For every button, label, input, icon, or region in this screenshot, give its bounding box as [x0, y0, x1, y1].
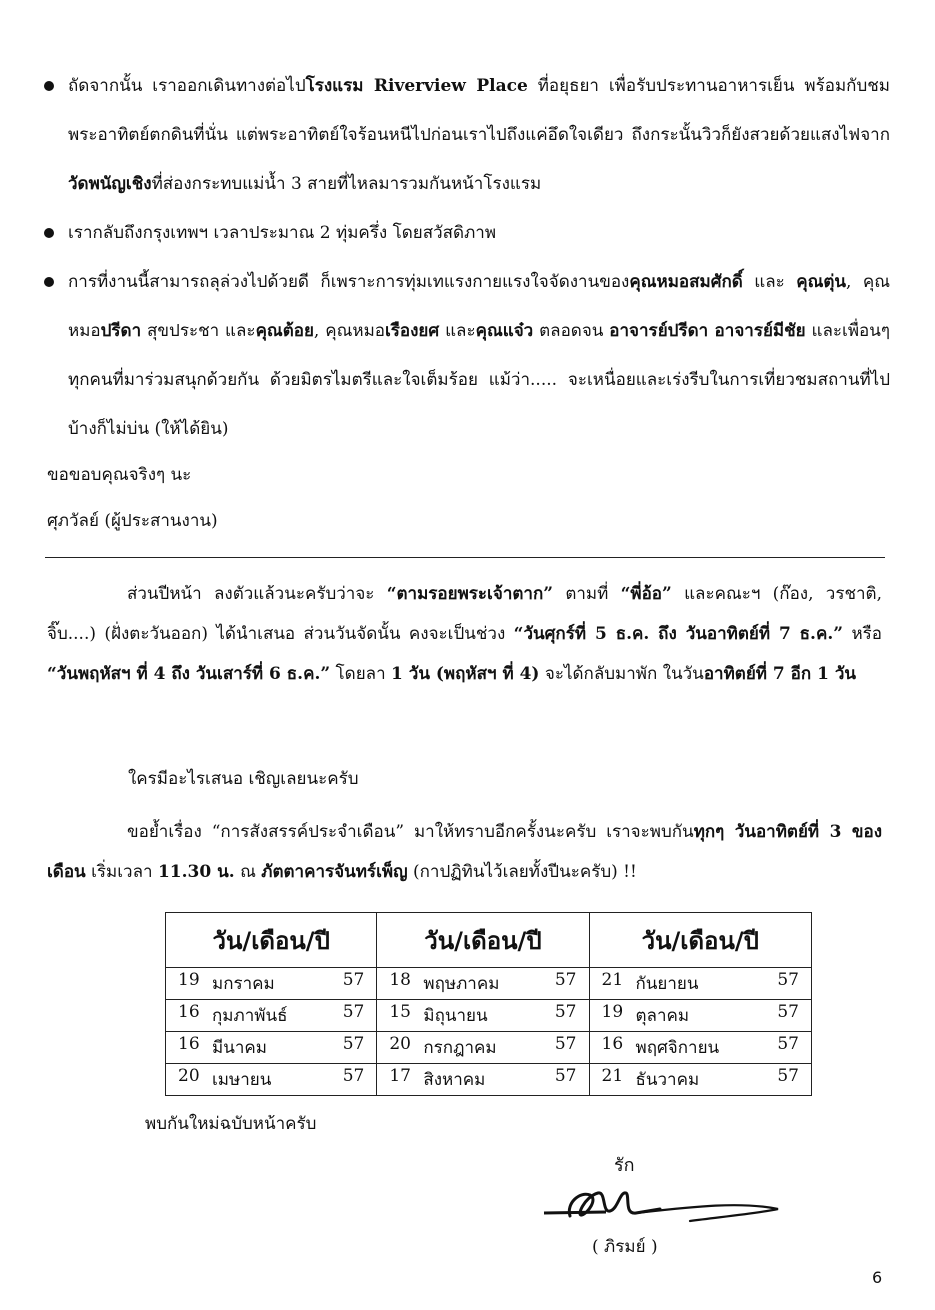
year-number: 57	[342, 1066, 365, 1086]
day-number: 15	[389, 1002, 411, 1022]
month-name: พฤษภาคม	[423, 974, 500, 994]
text-run: ตามที่	[553, 584, 621, 604]
text-run: เรากลับถึงกรุงเทพฯ เวลาประมาณ 2 ทุ่มครึ่ง โดยสวัสดิภาพ	[68, 223, 497, 243]
date-cell	[377, 1064, 589, 1096]
bold-text: ภัตตาคารจันทร์เพ็ญ	[261, 862, 408, 882]
bold-text: “วันพฤหัสฯ ที่ 4 ถึง วันเสาร์ที่ 6 ธ.ค.”	[47, 664, 331, 684]
table-row	[166, 968, 812, 1000]
month-name: ตุลาคม	[635, 1006, 690, 1026]
day-number: 18	[389, 970, 411, 990]
year-number: 57	[777, 1066, 799, 1086]
column-header: วัน/เดือน/ปี	[377, 913, 589, 968]
see-you-line: พบกันใหม่ฉบับหน้าครับ	[145, 1114, 317, 1134]
bold-text: คุณแจ๋ว	[475, 321, 534, 341]
bold-text: คุณต้อย	[255, 321, 314, 341]
year-number: 57	[554, 1034, 577, 1054]
date-cell	[377, 1032, 589, 1064]
text-run: ขอย้ำเรื่อง “การสังสรรค์ประจำเดือน” มาให้ทราบอีกครั้งนะครับ เราจะพบกัน	[127, 822, 694, 842]
month-name: กันยายน	[635, 974, 699, 994]
coordinator-line: ศุภวัลย์ (ผู้ประสานงาน)	[47, 511, 218, 531]
text-run: , คุณหมอ	[313, 321, 385, 341]
month-name: มกราคม	[212, 974, 275, 994]
bold-text: คุณหมอสมศักดิ์	[629, 272, 743, 292]
text-run: และเพื่อนๆ ทุกคนที่มาร่วมสนุกด้วยกัน ด้วยมิตรไมตรีและใจเต็มร้อย แม้ว่า..... จะเหนื่อยและเร่งรีบในการเที่ยวชมสถานที่ไปบ้างก็ไม่บ่น (ให้ได้ยิน)	[68, 321, 890, 439]
bullet-item	[42, 209, 890, 258]
year-number: 57	[342, 1002, 365, 1022]
date-cell	[589, 1064, 812, 1096]
table-row	[166, 1064, 812, 1096]
year-number: 57	[777, 1034, 799, 1054]
table-body	[166, 968, 812, 1096]
bold-text: “พี่อ้อ”	[620, 584, 672, 604]
date-cell	[377, 968, 589, 1000]
year-number: 57	[554, 970, 577, 990]
bold-text: “วันศุกร์ที่ 5 ธ.ค. ถึง วันอาทิตย์ที่ 7 ธ.ค.”	[513, 624, 844, 644]
monthly-meeting-paragraph	[47, 812, 882, 892]
bold-text: 11.30 น.	[157, 862, 235, 882]
bold-text: ทุกๆ วันอาทิตย์ที่ 3 ของเดือน	[47, 822, 882, 882]
year-number: 57	[554, 1002, 577, 1022]
table-row	[166, 1000, 812, 1032]
day-number: 21	[601, 1066, 624, 1086]
text-run: , คุณหมอ	[68, 272, 890, 341]
month-name: มิถุนายน	[423, 1006, 488, 1026]
date-cell	[589, 1000, 812, 1032]
bold-text: อาจารย์ปรีดา อาจารย์มีชัย	[609, 321, 806, 341]
day-number: 17	[389, 1066, 411, 1086]
text-run: เริ่มเวลา	[85, 862, 158, 882]
bold-text: “ตามรอยพระเจ้าตาก”	[386, 584, 554, 604]
month-name: มีนาคม	[212, 1038, 267, 1058]
bold-text: อาทิตย์ที่ 7 อีก 1 วัน	[703, 664, 856, 684]
month-name: กรกฎาคม	[423, 1038, 497, 1058]
date-cell	[166, 1032, 377, 1064]
text-run: และ	[742, 272, 797, 292]
divider-line	[45, 557, 885, 558]
thanks-block	[47, 452, 218, 544]
bold-text: คุณตุ่น	[796, 272, 847, 292]
text-run: ส่วนปีหน้า ลงตัวแล้วนะครับว่าจะ	[127, 584, 387, 604]
suggestion-paragraph: ใครมีอะไรเสนอ เชิญเลยนะครับ	[128, 769, 359, 789]
text-run: ตลอดจน	[533, 321, 610, 341]
date-cell	[166, 1064, 377, 1096]
month-name: ธันวาคม	[635, 1070, 700, 1090]
table-row	[166, 1032, 812, 1064]
text-run: หรือ	[843, 624, 882, 644]
text-run: ถัดจากนั้น เราออกเดินทางต่อไป	[68, 76, 306, 96]
thanks-line: ขอขอบคุณจริงๆ นะ	[47, 465, 192, 485]
text-run: และคณะฯ (ก๊อง, วรชาติ, จิ๊บ....) (ฝั่งตะวันออก) ได้นำเสนอ ส่วนวันจัดนั้น คงจะเป็นช่วง	[47, 584, 882, 644]
text-run: จะได้กลับมาพัก ในวัน	[539, 664, 704, 684]
signature-image	[540, 1183, 780, 1231]
bullet-item	[42, 258, 890, 454]
day-number: 20	[178, 1066, 200, 1086]
day-number: 20	[389, 1034, 411, 1054]
text-run: ณ	[234, 862, 262, 882]
day-number: 16	[178, 1002, 200, 1022]
page-number: 6	[872, 1268, 883, 1287]
signer-name: ( ภิรมย์ )	[592, 1237, 658, 1257]
day-number: 19	[601, 1002, 624, 1022]
month-name: พฤศจิกายน	[635, 1038, 720, 1058]
date-cell	[166, 968, 377, 1000]
year-number: 57	[342, 1034, 365, 1054]
bold-text: 1 วัน (พฤหัสฯ ที่ 4)	[391, 664, 540, 684]
year-number: 57	[777, 1002, 799, 1022]
date-cell	[589, 1032, 812, 1064]
date-cell	[589, 968, 812, 1000]
day-number: 19	[178, 970, 200, 990]
month-name: เมษายน	[212, 1070, 272, 1090]
text-run: (กาปฏิทินไว้เลยทั้งปีนะครับ) !!	[407, 862, 637, 882]
table-header-row	[166, 913, 812, 968]
month-name: สิงหาคม	[423, 1070, 486, 1090]
bullet-item	[42, 62, 890, 209]
bold-text: เรืองยศ	[384, 321, 440, 341]
bullet-list	[42, 62, 890, 454]
text-run: สุขประชา และ	[141, 321, 256, 341]
day-number: 16	[601, 1034, 624, 1054]
column-header: วัน/เดือน/ปี	[166, 913, 377, 968]
text-run: การที่งานนี้สามารถลุล่วงไปด้วยดี ก็เพราะการทุ่มเทแรงกายแรงใจจัดงานของ	[68, 272, 630, 292]
year-number: 57	[777, 970, 799, 990]
bold-text: วัดพนัญเชิง	[68, 174, 152, 194]
year-number: 57	[554, 1066, 577, 1086]
closing-love: รัก	[614, 1155, 635, 1176]
text-run: และ	[439, 321, 476, 341]
date-cell	[377, 1000, 589, 1032]
column-header: วัน/เดือน/ปี	[589, 913, 812, 968]
next-year-paragraph	[47, 574, 882, 694]
year-number: 57	[342, 970, 365, 990]
bold-text: โรงแรม Riverview Place	[305, 76, 528, 96]
day-number: 21	[601, 970, 624, 990]
text-run: ที่อยุธยา เพื่อรับประทานอาหารเย็น พร้อมกับชมพระอาทิตย์ตกดินที่นั่น แต่พระอาทิตย์ใจร้อนหนีไปก่อนเราไปถึงแค่อึดใจเดียว ถึงกระนั้นวิวก็ยังสวยด้วยแสงไฟจาก	[68, 76, 890, 145]
day-number: 16	[178, 1034, 200, 1054]
bold-text: ปรีดา	[100, 321, 142, 341]
month-name: กุมภาพันธ์	[212, 1006, 288, 1026]
meeting-dates-table	[165, 912, 812, 1096]
text-run: ที่ส่องกระทบแม่น้ำ 3 สายที่ไหลมารวมกันหน้าโรงแรม	[151, 174, 542, 194]
text-run: โดยลา	[330, 664, 392, 684]
date-cell	[166, 1000, 377, 1032]
